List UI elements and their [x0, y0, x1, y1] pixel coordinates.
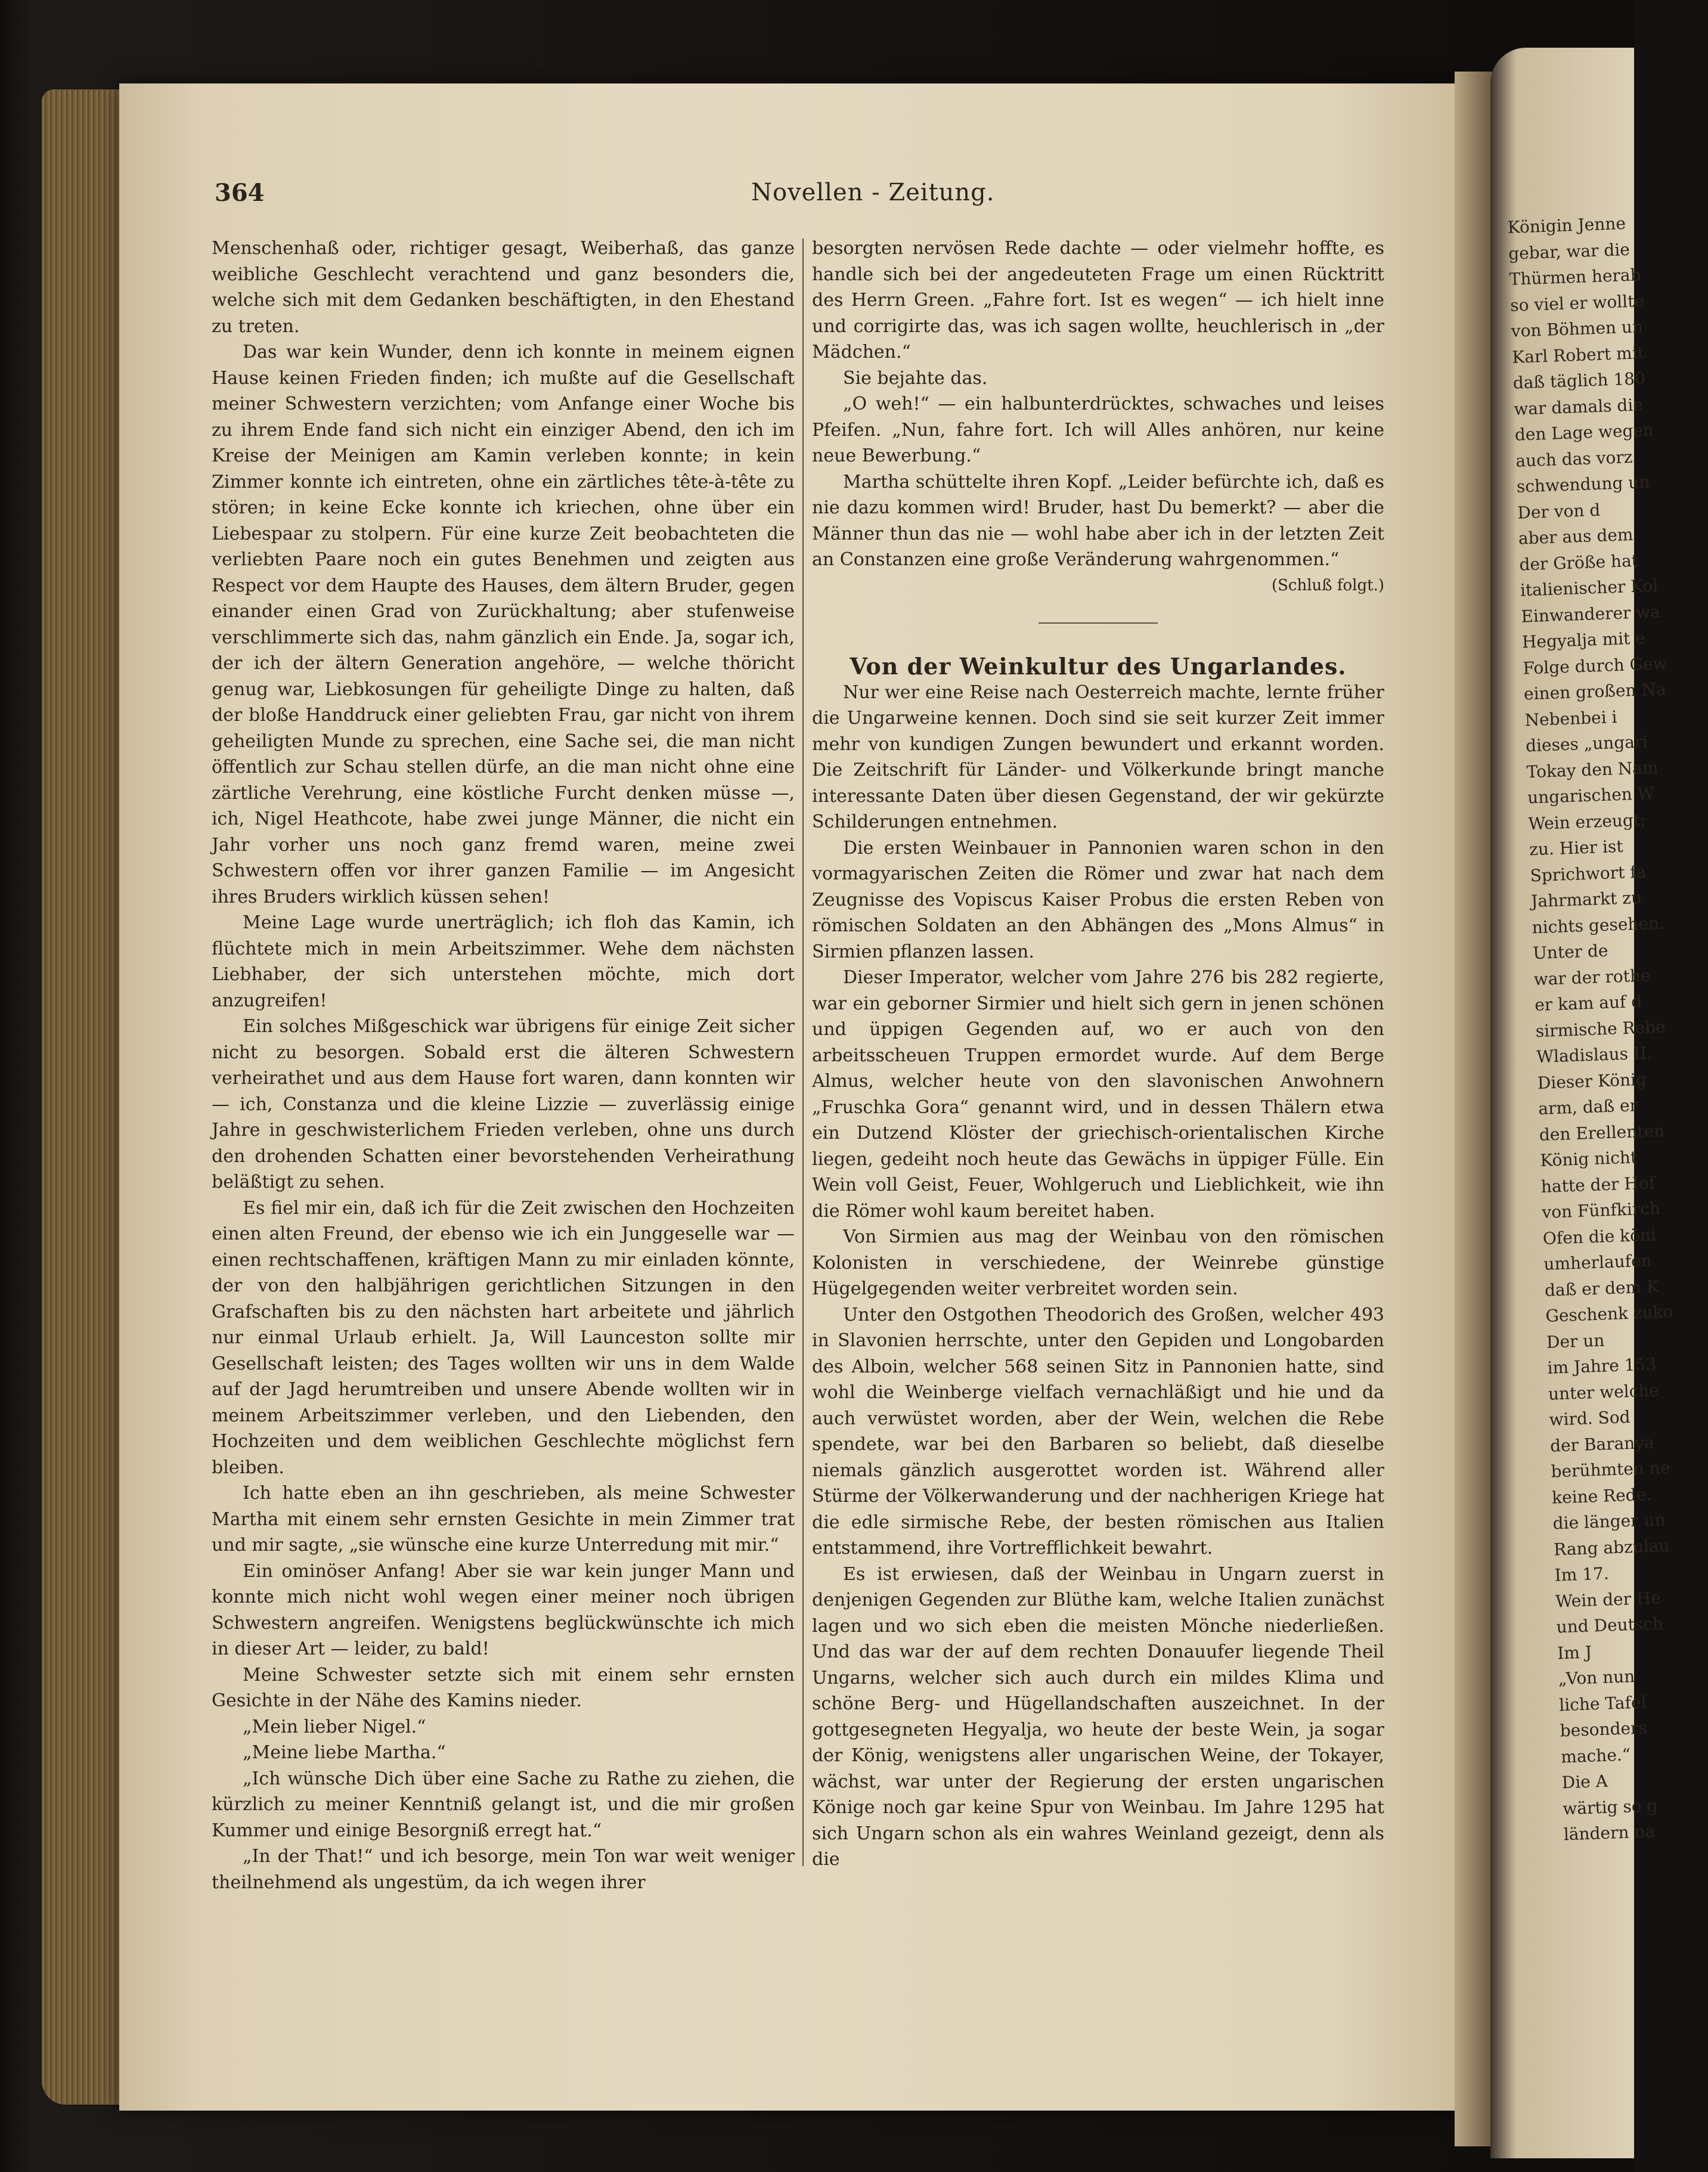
- paragraph: Ich hatte eben an ihn geschrieben, als meine Schwester Martha mit einem sehr ernsten Gesichte in mein Zimmer trat und mir sagte, „sie wünsche eine kurze Unterredung mit mir.“: [212, 1483, 795, 1556]
- facing-page-line: italienischer Kol: [1520, 575, 1659, 600]
- facing-page-line: im Jahre 153: [1546, 1354, 1657, 1378]
- facing-page-line: nichts gesehen.: [1532, 913, 1665, 937]
- facing-page-line: Der von d: [1517, 500, 1601, 523]
- facing-page-line: Wladislaus II.: [1536, 1043, 1653, 1067]
- paragraph: Es fiel mir ein, daß ich für die Zeit zwischen den Hochzeiten einen alten Freund, der ebenso wie ich ein Junggeselle war — einen rechtschaffenen, kräftigen Mann zu mir einladen könnte, der von den halbjährigen gerichtlichen Sitzungen in den Grafschaften bis zu den nächsten hart arbeitete und jährlich nur einmal Urlaub erhielt. Ja, Will Launceston sollte mir Gesellschaft leisten; des Tages wollten wir uns in dem Walde auf der Jagd herumtreiben und unsere Abende wollten wir in meinem Arbeitszimmer verleben, und den Liebenden, den Hochzeiten und dem weiblichen Geschlechte möglichst fern bleiben.: [212, 1197, 795, 1478]
- page-header: [215, 179, 1377, 215]
- facing-page-line: den Erellenten: [1539, 1120, 1665, 1145]
- facing-page-line: er kam auf d: [1534, 991, 1642, 1015]
- facing-page-line: Unter de: [1532, 940, 1608, 963]
- closing-note: (Schluß folgt.): [1271, 576, 1384, 594]
- facing-page-line: Ofen die köni: [1542, 1224, 1657, 1248]
- facing-page-line: Die A: [1561, 1771, 1608, 1793]
- facing-page-line: gebar, war die: [1508, 239, 1630, 264]
- facing-page-line: König nicht: [1539, 1147, 1638, 1171]
- facing-page-line: so viel er wollte: [1509, 290, 1645, 315]
- facing-page-line: berühmten ne: [1551, 1457, 1670, 1482]
- facing-page-line: Sprichwort fa: [1530, 862, 1647, 885]
- paragraph: Die ersten Weinbauer in Pannonien waren schon in den vormagyarischen Zeiten die Römer und zwar hat nach dem Zeugnisse des Vopiscus Kaiser Probus die ersten Reben von römischen Soldaten an den Abhängen des „Mons Almus“ in Sirmien pflanzen lassen.: [812, 837, 1384, 962]
- paragraph: Meine Lage wurde unerträglich; ich floh das Kamin, ich flüchtete mich in mein Arbeitszimmer. Wehe dem nächsten Liebhaber, der sich unterstehen möchte, mich dort anzugreifen!: [212, 912, 795, 1011]
- paragraph: Nur wer eine Reise nach Oesterreich machte, lernte früher die Ungarweine kennen. Doch sind sie seit kurzer Zeit immer mehr von kundigen Zungen bewundert und erkannt worden. Die Zeitschrift für Länder- und Völkerkunde bringt manche interessante Daten über diesen Gegenstand, der wir gekürzte Schilderungen entnehmen.: [812, 681, 1384, 832]
- paragraph: „Mein lieber Nigel.“: [243, 1716, 426, 1737]
- facing-page-line: Dieser König: [1537, 1069, 1647, 1093]
- facing-page-line: Im 17.: [1554, 1563, 1610, 1585]
- facing-page-line: Jahrmarkt zu: [1530, 887, 1642, 912]
- facing-page-line: keine Rede.: [1551, 1484, 1652, 1508]
- facing-page-line: mache.“: [1560, 1744, 1631, 1767]
- facing-page-line: umherlaufen: [1543, 1250, 1653, 1274]
- facing-page-line: von Böhmen un: [1511, 317, 1644, 341]
- left-column: [212, 236, 795, 1895]
- facing-page-line: Thürmen herab: [1509, 265, 1642, 289]
- paragraph: „Ich wünsche Dich über eine Sache zu Rathe zu ziehen, die kürzlich zu meiner Kenntniß gelangt ist, und die mir großen Kummer und einige Besorgniß erregt hat.“: [212, 1768, 795, 1841]
- facing-page-line: sirmische Rebe: [1535, 1017, 1666, 1041]
- facing-page-line: Königin Jenne: [1507, 213, 1626, 237]
- facing-page-line: wird. Sod: [1549, 1407, 1631, 1430]
- paragraph: Meine Schwester setzte sich mit einem sehr ernsten Gesichte in der Nähe des Kamins nieder.: [212, 1664, 795, 1711]
- paragraph: „In der That!“ und ich besorge, mein Ton war weit weniger theilnehmend als ungestüm, da ich wegen ihrer: [212, 1846, 795, 1893]
- facing-page-line: Tokay den Nam: [1526, 757, 1659, 782]
- facing-page-line: schwendung un: [1516, 472, 1650, 497]
- facing-page-line: die länger un: [1552, 1510, 1666, 1533]
- facing-page-line: wärtig so g: [1562, 1795, 1658, 1818]
- facing-page-line: unter welche: [1548, 1380, 1660, 1404]
- facing-page-line: ländern na: [1563, 1821, 1656, 1845]
- facing-page-line: einen großen Na: [1523, 679, 1667, 704]
- facing-page-line: Karl Robert mit: [1511, 342, 1645, 367]
- facing-page-text: [1507, 210, 1708, 1848]
- facing-page-line: war der rothe: [1533, 965, 1651, 989]
- paragraph: Sie bejahte das.: [843, 367, 988, 389]
- facing-page-line: besonders: [1560, 1718, 1648, 1741]
- book-page-edges: [42, 89, 131, 2105]
- facing-page-line: auch das vorz: [1515, 447, 1633, 471]
- section-rule: [1039, 622, 1158, 624]
- facing-page-line: Einwanderer wa: [1520, 601, 1661, 627]
- paragraph: Ein solches Mißgeschick war übrigens für einige Zeit sicher nicht zu besorgen. Sobald erst die älteren Schwestern verheirathet und aus dem Hause fort waren, dann konnten wir — ich, Constanza und die kleine Lizzie — zuverlässig einige Jahre in geschwisterlichem Frieden verleben, ohne uns durch den drohenden Schatten einer bevorstehenden Verheirathung beläßtigt zu sehen.: [212, 1016, 795, 1192]
- facing-page-line: der Größe hat: [1518, 550, 1639, 575]
- facing-page: [1490, 48, 1674, 2158]
- running-head: Novellen - Zeitung.: [751, 179, 995, 206]
- facing-page-line: Hegyalja mit e: [1521, 628, 1646, 652]
- paragraph: Von Sirmien aus mag der Weinbau von den römischen Kolonisten in verschiedene, der Weinrebe günstige Hügelgegenden weiter verbreitet worden sein.: [812, 1226, 1384, 1299]
- facing-page-line: liche Tafel: [1558, 1691, 1647, 1715]
- facing-page-line: zu. Hier ist: [1529, 836, 1624, 860]
- story-continuation: [812, 236, 1384, 573]
- article-title: Von der Weinkultur des Ungarlandes.: [850, 653, 1347, 680]
- page-number: 364: [215, 179, 265, 207]
- paragraph: Dieser Imperator, welcher vom Jahre 276 bis 282 regierte, war ein geborner Sirmier und hielt sich gern in jenen schönen und üppigen Gegenden auf, wo er auch von den arbeitsscheuen Truppen ermordet wurde. Auf dem Berge Almus, welcher heute von den slavonischen Anwohnern „Fruschka Gora“ genannt wird, und in dessen Thälern etwa ein Dutzend Klöster der griechisch-orientalischen Kirche liegen, gedeiht noch heute das Gewächs in üppiger Fülle. Ein Wein voll Geist, Feuer, Wohlgeruch und Lieblichkeit, wie ihn die Römer wohl kaum bereitet haben.: [812, 967, 1384, 1222]
- facing-page-line: Folge durch Gew: [1522, 653, 1667, 678]
- facing-page-line: und Deutsch: [1556, 1613, 1664, 1637]
- facing-page-line: arm, daß er: [1537, 1095, 1638, 1119]
- facing-page-line: Nebenbei i: [1524, 707, 1617, 730]
- facing-page-line: Der un: [1546, 1330, 1605, 1352]
- facing-page-line: hatte der Hof: [1540, 1172, 1656, 1197]
- facing-page-line: war damals die: [1513, 394, 1644, 419]
- paragraph: Ein ominöser Anfang! Aber sie war kein junger Mann und konnte mich nicht wohl wegen einer meiner noch übrigen Schwestern angreifen. Wenigstens beglückwünschte ich mich in dieser Art — leider, zu bald!: [212, 1560, 795, 1659]
- paragraph: Menschenhaß oder, richtiger gesagt, Weiberhaß, das ganze weibliche Geschlecht verachtend und ganz besonders die, welche sich mit dem Gedanken beschäftigten, in den Ehestand zu treten.: [212, 238, 795, 337]
- paragraph: „O weh!“ — ein halbunterdrücktes, schwaches und leises Pfeifen. „Nun, fahre fort. Ich will Alles anhören, nur keine neue Bewerbung.“: [812, 393, 1384, 466]
- facing-page-line: Im J: [1557, 1642, 1592, 1663]
- facing-page-line: Wein erzeugt;: [1528, 810, 1646, 834]
- facing-page-line: der Baranya: [1549, 1432, 1655, 1456]
- facing-page-line: Wein der He: [1555, 1587, 1661, 1612]
- paragraph: „Meine liebe Martha.“: [243, 1742, 446, 1763]
- facing-page-line: den Lage wegen: [1514, 420, 1654, 445]
- column-divider: [802, 238, 804, 1866]
- paragraph: Unter den Ostgothen Theodorich des Großen, welcher 493 in Slavonien herrschte, unter den Gepiden und Longobarden des Alboin, welcher 568 seinen Sitz in Pannonien hatte, sind wohl die Weinberge vielfach vernachläßigt und hie und da auch verwüstet worden, aber der Wein, welchen die Rebe spendete, war bei den Barbaren so beliebt, daß dieselbe niemals gänzlich ausgerottet worden ist. Während aller Stürme der Völkerwanderung und der nachherigen Kriege hat die edle sirmische Rebe, der besten römischen aus Italien entstammend, ihre Vortrefflichkeit bewahrt.: [812, 1304, 1384, 1558]
- facing-page-line: „Von nun: [1558, 1666, 1635, 1689]
- paragraph: Martha schüttelte ihren Kopf. „Leider befürchte ich, daß es nie dazu kommen wird! Bruder, hast Du bemerkt? — aber die Männer thun das nie — wohl habe aber ich in der letzten Zeit an Constanzen eine große Veränderung wahrgenommen.“: [812, 471, 1384, 570]
- facing-page-line: daß täglich 180: [1512, 368, 1646, 393]
- paragraph: besorgten nervösen Rede dachte — oder vielmehr hoffte, es handle sich bei der angedeuteten Frage um einen Rücktritt des Herrn Green. „Fahre fort. Ist es wegen“ — ich hielt inne und corrigirte das, was ich sagen wollte, heuchlerisch in „der Mädchen.“: [812, 238, 1384, 362]
- facing-page-line: aber aus dem: [1518, 524, 1633, 549]
- article-body: [812, 680, 1384, 1873]
- facing-page-line: daß er dem K: [1544, 1276, 1660, 1300]
- paragraph: Das war kein Wunder, denn ich konnte in meinem eignen Hause keinen Frieden finden; ich mußte auf die Gesellschaft meiner Schwestern verzichten; vom Anfange einer Woche bis zu ihrem Ende fand sich nicht ein einziger Abend, den ich im Kreise der Meinigen am Kamin verleben konnte; in kein Zimmer konnte ich eintreten, ohne ein zärtliches tête-à-tête zu stören; in keine Ecke konnte ich kriechen, ohne über ein Liebespaar zu stolpern. Für eine kurze Zeit beobachteten die verliebten Paare noch ein gutes Benehmen und zeigten aus Respect vor dem Haupte des Hauses, dem ältern Bruder, gegen einander einen Grad von Zurückhaltung; aber stufenweise verschlimmerte sich das, nahm gänzlich ein Ende. Ja, sogar ich, der ich der ältern Generation angehöre, — welche thöricht genug war, Liebkosungen für geheiligte Dinge zu halten, daß der bloße Handdruck einer geliebten Frau, gar nicht von ihrem geheiligten Munde zu sprechen, eine Sache sei, die man nicht öffentlich zur Schau stellen dürfe, an die man nicht ohne eine zärtliche Verehrung, eine köstliche Furcht denken müsse —, ich, Nigel Heathcote, habe zwei junge Männer, die nicht ein Jahr vorher uns noch ganz fremd waren, meine zwei Schwestern offen vor ihrer ganzen Familie — im Angesicht ihres Bruders wirklich küssen sehen!: [212, 342, 795, 907]
- facing-page-line: Geschenk zuko: [1545, 1302, 1674, 1326]
- facing-page-line: von Fünfkirch: [1541, 1198, 1661, 1222]
- facing-page-line: ungarischen W: [1527, 783, 1655, 808]
- paragraph: Es ist erwiesen, daß der Weinbau in Ungarn zuerst in denjenigen Gegenden zur Blüthe kam, welche Italien zunächst lagen und wo sich eben die meisten Mönche niederließen. Und das war der auf dem rechten Donauufer liegende Theil Ungarns, welcher sich auch durch ein mildes Klima und schöne Berg- und Hügellandschaften auszeichnet. In der gottgesegneten Hegyalja, wo heute der beste Wein, ja sogar der König, wenigstens aller ungarischen Weine, der Tokayer, wächst, war unter der Regierung der ersten ungarischen Könige noch gar keine Spur von Weinbau. Im Jahre 1295 hat sich Ungarn schon als ein wahres Weinland gezeigt, denn als die: [812, 1563, 1384, 1870]
- facing-page-line: Rang abzulau: [1553, 1535, 1670, 1560]
- facing-page-line: dieses „ungari: [1525, 732, 1648, 756]
- right-column: [812, 236, 1384, 1873]
